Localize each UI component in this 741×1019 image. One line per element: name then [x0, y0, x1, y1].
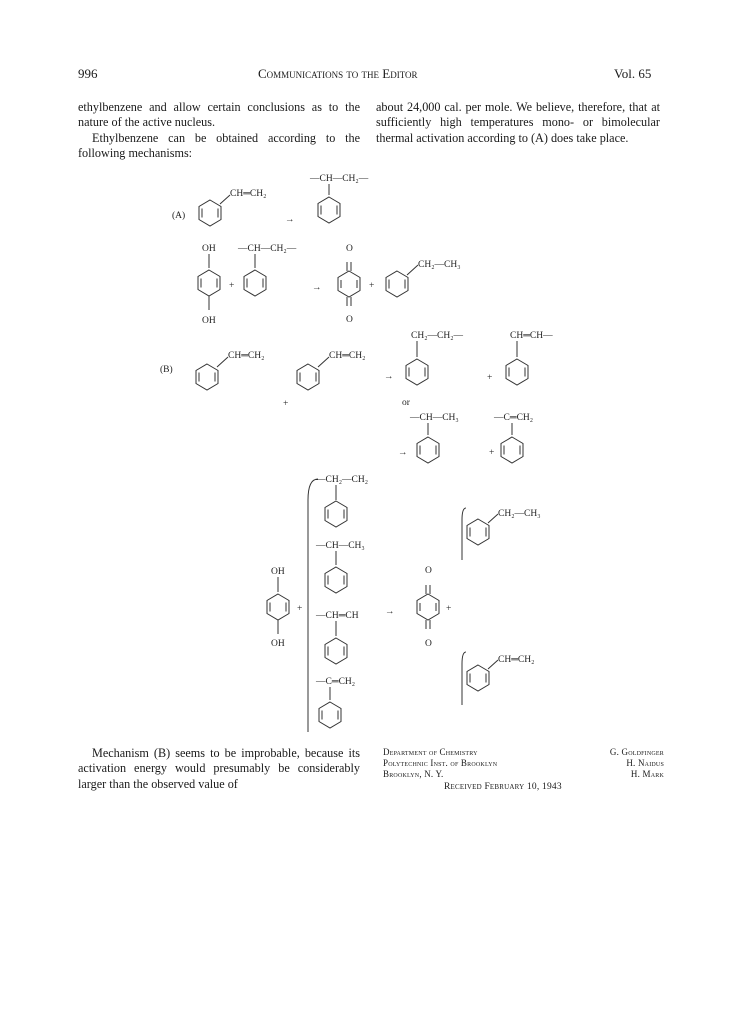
hydroxyl-label: OH [271, 567, 285, 577]
author-name: G. Goldfinger [609, 747, 664, 757]
or-label: or [402, 398, 410, 408]
benzene-ring-icon [506, 359, 528, 385]
product-brace-top [462, 508, 466, 560]
chain-option-4: —C═CH₂ [316, 677, 356, 687]
radical-group: CH═CH— [510, 331, 553, 341]
chain-option-3: —CH═CH [316, 611, 359, 621]
benzene-ring-icon [244, 270, 266, 296]
paragraph: about 24,000 cal. per mole. We believe, therefore, that at sufficiently high temperatures mono- or bimolecular thermal activation according to (A) does take place. [376, 100, 660, 145]
quinone-ring-icon [417, 585, 439, 629]
product-brace-bottom [462, 652, 466, 705]
ethyl-group: CH₂—CH₃ [418, 260, 461, 270]
quinone-ring-icon [338, 262, 360, 306]
benzene-ring-icon [325, 567, 347, 593]
hydroxyl-label: OH [202, 244, 216, 254]
reaction-arrow: → [398, 448, 408, 458]
plus-sign: + [446, 604, 452, 614]
page-number: 996 [78, 66, 98, 81]
hydroquinone-ring-icon [198, 270, 220, 296]
left-brace [308, 479, 318, 732]
institution: Polytechnic Inst. of Brooklyn [383, 758, 498, 768]
hydroquinone-ring-icon [267, 594, 289, 620]
reaction-arrow: → [385, 607, 395, 617]
mechanism-b-label: (B) [160, 365, 173, 375]
benzene-ring-icon [297, 364, 319, 390]
volume-label: Vol. 65 [614, 66, 652, 81]
benzene-ring-icon [386, 271, 408, 297]
benzene-ring-icon [325, 638, 347, 664]
vinyl-group: CH═CH₂ [498, 655, 535, 665]
reaction-arrow: → [285, 215, 295, 225]
author-list [560, 747, 664, 780]
benzene-ring-icon [325, 501, 347, 527]
department: Department of Chemistry [383, 747, 478, 757]
received-date: Received February 10, 1943 [444, 782, 562, 792]
chain-option-1: —CH₂—CH₂ [316, 475, 369, 485]
plus-sign: + [489, 448, 495, 458]
reaction-arrow: → [312, 283, 322, 293]
benzene-ring-icon [199, 200, 221, 226]
plus-sign: + [487, 373, 493, 383]
vinyl-group: CH═CH₂ [228, 351, 265, 361]
paragraph: ethylbenzene and allow certain conclusions as to the nature of the active nucleus. [78, 100, 360, 130]
radical-group: —CH—CH₃ [410, 413, 459, 423]
benzene-ring-icon [318, 197, 340, 223]
carbonyl-o-label: O [346, 244, 353, 254]
plus-sign: + [369, 281, 375, 291]
author-name: H. Naidus [626, 758, 664, 768]
benzene-ring-icon [467, 519, 489, 545]
paragraph: Ethylbenzene can be obtained according to the following mechanisms: [78, 130, 360, 161]
city: Brooklyn, N. Y. [383, 769, 444, 779]
polymer-unit: —CH—CH₂— [238, 244, 297, 254]
radical-group: —C═CH₂ [494, 413, 534, 423]
ethyl-group: CH₂—CH₃ [498, 509, 541, 519]
benzene-ring-icon [467, 665, 489, 691]
paragraph: Mechanism (B) seems to be improbable, because its activation energy would presumably be considerably larger than the observed value of [78, 746, 360, 791]
hydroxyl-label: OH [271, 639, 285, 649]
mechanism-a-label: (A) [172, 211, 186, 221]
carbonyl-o-label: O [346, 315, 353, 325]
chain-option-2: —CH—CH₃ [316, 541, 365, 551]
benzene-ring-icon [417, 437, 439, 463]
benzene-ring-icon [501, 437, 523, 463]
vinyl-group: CH═CH₂ [230, 189, 267, 199]
running-title: Communications to the Editor [258, 66, 418, 81]
plus-sign: + [297, 604, 303, 614]
benzene-ring-icon [406, 359, 428, 385]
left-column-bottom [78, 746, 360, 792]
hydroxyl-label: OH [202, 316, 216, 326]
carbonyl-o-label: O [425, 639, 432, 649]
polymer-unit: —CH—CH₂— [310, 174, 369, 184]
affiliation [383, 747, 497, 780]
carbonyl-o-label: O [425, 566, 432, 576]
radical-group: CH₂—CH₂— [411, 331, 464, 341]
author-name: H. Mark [630, 769, 664, 779]
reaction-arrow: → [384, 372, 394, 382]
vinyl-group: CH═CH₂ [329, 351, 366, 361]
plus-sign: + [229, 281, 235, 291]
benzene-ring-icon [319, 702, 341, 728]
benzene-ring-icon [196, 364, 218, 390]
plus-sign: + [283, 399, 289, 409]
